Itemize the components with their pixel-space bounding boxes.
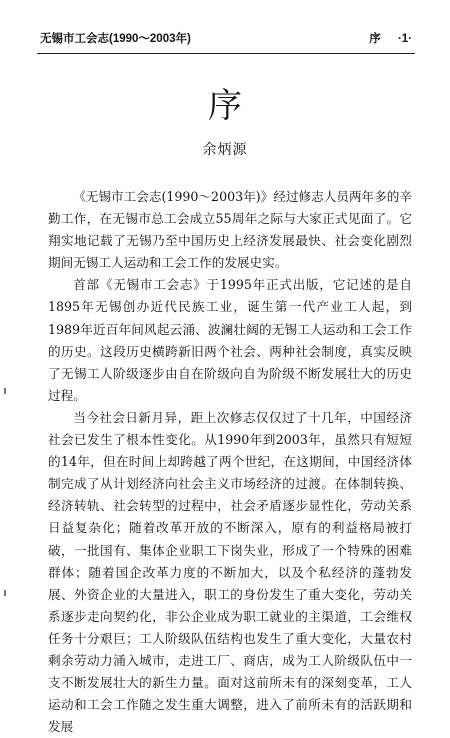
running-header [40,30,412,48]
paragraph-2: 首部《无锡市工会志》于1995年正式出版，它记述的是自1895年无锡创办近代民族工业，诞生第一代产业工人起，到1989年近百年间风起云涌、波澜壮阔的无锡工人运动和工会工作的历史。这段历史横跨新旧两个社会、两种社会制度，真实反映了无锡工人阶级逐步由自在阶级向自为阶级不断发展壮大的历史过程。 [48,277,412,403]
page-number: ·1· [397,33,412,45]
section-name: 序 [369,33,381,45]
scan-edge-mark [4,590,6,596]
author-name: 余炳源 [202,142,248,158]
chapter-title: 序 [208,86,242,126]
paragraph-1: 《无锡市工会志(1990～2003年)》经过修志人员两年多的辛勤工作，在无锡市总工会成立55周年之际与大家正式见面了。它翔实地记载了无锡乃至中国历史上经济发展最快、社会变化剧烈期间无锡工人运动和工会工作的发展史实。 [48,189,412,271]
body-text [48,186,412,738]
scan-edge-mark [4,388,6,394]
paragraph-3: 当今社会日新月异，距上次修志仅仅过了十几年，中国经济社会已发生了根本性变化。从1990年到2003年，虽然只有短短的14年，但在时间上却跨越了两个世纪，在这期间，中国经济体制完成了从计划经济向社会主义市场经济的过渡。在体制转换、经济转轨、社会转型的过程中，社会矛盾逐步显性化，劳动关系日益复杂化；随着改革开放的不断深入，原有的利益格局被打破，一批国有、集体企业职工下岗失业，形成了一个特殊的困难群体；随着国企改革力度的不断加大，以及个私经济的蓬勃发展、外资企业的大量进入，职工的身份发生了重大变化，劳动关系逐步走向契约化，非公企业成为职工就业的主渠道，工会维权任务十分艰巨；工人阶级队伍结构也发生了重大变化，大量农村剩余劳动力涌入城市，走进工厂、商店，成为工人阶级队伍中一支不断发展壮大的新生力量。面对这前所未有的深刻变革，工人运动和工会工作随之发生重大调整，进入了前所未有的活跃期和发展 [48,409,412,735]
header-rule [37,53,415,54]
header-right [369,30,412,48]
book-title: 无锡市工会志(1990～2003年) [40,33,191,45]
